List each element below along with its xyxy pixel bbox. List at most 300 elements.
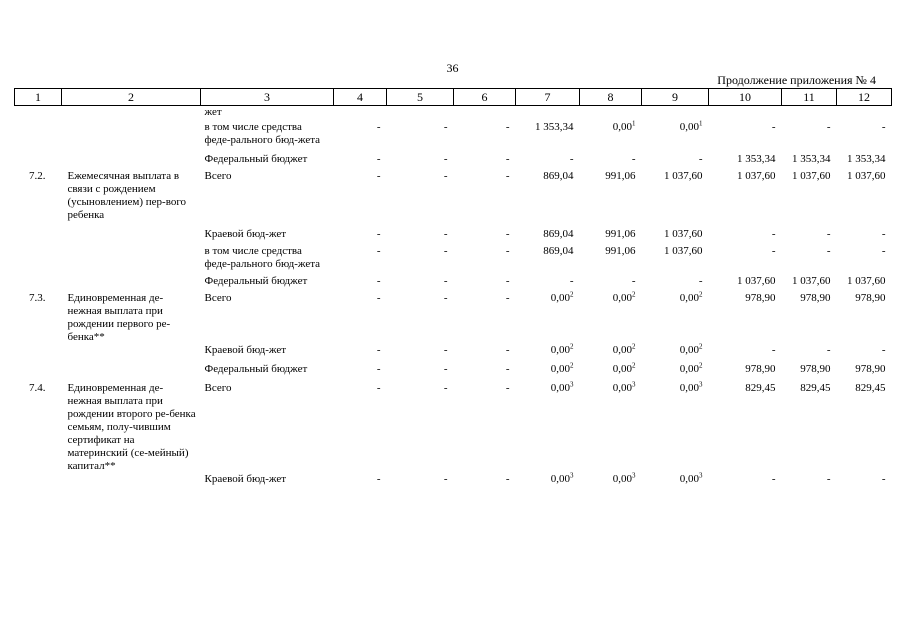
value-cell [580,382,642,473]
value-cell [334,344,387,363]
table-row [15,363,892,382]
value-cell [516,292,580,344]
value-cell-text: - [376,228,381,240]
value-cell-text: - [826,121,831,133]
item-name [62,382,201,473]
value-cell [454,473,516,490]
value-cell [837,121,892,153]
funding-source [201,121,334,153]
value-cell [454,106,516,122]
value-cell [782,245,837,275]
value-cell-text: - [826,473,831,485]
value-cell-text: - [505,473,510,485]
item-code-text: 7.2. [29,170,46,182]
value-cell [837,344,892,363]
table-row [15,344,892,363]
value-cell-text: - [698,275,703,287]
footnote-marker: 2 [570,361,574,370]
value-cell [516,245,580,275]
value-cell [387,363,454,382]
value-cell-text: 0,00 [612,382,632,394]
value-cell [516,363,580,382]
value-cell [782,275,837,292]
table-row [15,275,892,292]
item-name [62,245,201,275]
funding-source [201,170,334,228]
table-row [15,228,892,245]
item-code-text: 7.3. [29,292,46,304]
value-cell-text: - [443,153,448,165]
value-cell-text: 869,04 [543,170,574,182]
value-cell-text: 991,06 [605,170,636,182]
value-cell-text: - [569,275,574,287]
value-cell-text: 1 037,60 [664,245,703,257]
funding-source-text: Всего [204,382,232,394]
header-cell: 8 [580,89,642,106]
value-cell [782,363,837,382]
item-name [62,106,201,122]
value-cell-text: - [443,170,448,182]
funding-source [201,292,334,344]
footnote-marker: 3 [570,380,574,389]
value-cell [387,292,454,344]
funding-source [201,153,334,170]
funding-source-text: жет [204,106,222,118]
funding-source-text: Федеральный бюджет [204,363,308,375]
value-cell [709,245,782,275]
header-cell: 6 [454,89,516,106]
value-cell-text: 829,45 [800,382,831,394]
value-cell-text: 0,00 [550,473,570,485]
value-cell-text: 829,45 [855,382,886,394]
item-code [15,153,62,170]
value-cell-text: - [376,473,381,485]
value-cell-text: - [771,344,776,356]
value-cell [709,292,782,344]
header-cell: 5 [387,89,454,106]
value-cell [454,121,516,153]
footnote-marker: 2 [570,290,574,299]
value-cell-text: 1 353,34 [847,153,886,165]
value-cell [709,121,782,153]
value-cell-text: - [443,121,448,133]
footnote-marker: 2 [699,342,703,351]
value-cell [782,106,837,122]
funding-source-text: Всего [204,292,232,304]
value-cell-text: - [443,344,448,356]
value-cell-text: 829,45 [745,382,776,394]
value-cell [782,382,837,473]
item-code [15,228,62,245]
item-name [62,228,201,245]
value-cell-text: 0,00 [612,344,632,356]
value-cell [516,344,580,363]
item-code [15,344,62,363]
header-cell: 9 [642,89,709,106]
item-name [62,275,201,292]
page-number: 36 [446,61,459,75]
value-cell [334,275,387,292]
value-cell-text: - [505,275,510,287]
value-cell-text: 1 037,60 [847,170,886,182]
value-cell [709,228,782,245]
value-cell [454,292,516,344]
funding-source-text: Краевой бюд-жет [204,344,287,356]
value-cell [334,292,387,344]
value-cell [334,170,387,228]
value-cell-text: - [376,121,381,133]
value-cell [709,344,782,363]
value-cell-text: - [881,228,886,240]
value-cell-text: 1 353,34 [792,153,831,165]
item-code [15,292,62,344]
value-cell [709,473,782,490]
footnote-marker: 2 [699,361,703,370]
header-cell: 2 [62,89,201,106]
value-cell-text: - [881,473,886,485]
value-cell [454,228,516,245]
value-cell-text: 0,00 [550,344,570,356]
value-cell [709,170,782,228]
item-name [62,153,201,170]
value-cell [837,382,892,473]
funding-source-text: в том числе средства феде-рального бюд-жета [204,245,321,270]
funding-source [201,344,334,363]
funding-source [201,382,334,473]
value-cell-text: 0,00 [679,344,699,356]
footnote-marker: 3 [699,471,703,480]
value-cell-text: - [505,228,510,240]
item-name [62,344,201,363]
value-cell-text: - [771,473,776,485]
value-cell-text: - [376,153,381,165]
value-cell [516,106,580,122]
value-cell-text: - [826,344,831,356]
funding-source-text: Всего [204,170,232,182]
value-cell [334,245,387,275]
value-cell-text: 0,00 [679,473,699,485]
value-cell-text: 978,90 [855,292,886,304]
value-cell-text: 1 353,34 [737,153,776,165]
value-cell-text: - [376,292,381,304]
funding-source [201,106,334,122]
funding-source-text: в том числе средства феде-рального бюд-жета [204,121,321,146]
value-cell [580,121,642,153]
value-cell-text: - [881,121,886,133]
value-cell [642,228,709,245]
value-cell [580,245,642,275]
item-name-text: Единовременная де-нежная выплата при рождении второго ре-бенка семьям, полу-чившим сертификат на материнский (се-мейный) капитал** [67,382,196,472]
value-cell-text: 1 037,60 [737,275,776,287]
value-cell [387,344,454,363]
value-cell [580,473,642,490]
value-cell-text: 0,00 [612,121,632,133]
value-cell-text: 978,90 [800,292,831,304]
value-cell [334,363,387,382]
value-cell-text: - [376,344,381,356]
item-code [15,106,62,122]
header-cell: 7 [516,89,580,106]
value-cell-text: - [826,228,831,240]
value-cell [387,121,454,153]
item-code [15,363,62,382]
value-cell-text: 1 037,60 [792,275,831,287]
value-cell [709,106,782,122]
value-cell [334,121,387,153]
footnote-marker: 3 [570,471,574,480]
value-cell [642,382,709,473]
value-cell [837,473,892,490]
table-row [15,245,892,275]
item-name [62,473,201,490]
value-cell-text: - [631,275,636,287]
value-cell [709,153,782,170]
value-cell [580,344,642,363]
footnote-marker: 3 [632,471,636,480]
appendix-continuation-label: Продолжение приложения № 4 [717,73,876,87]
item-code [15,121,62,153]
table-row [15,292,892,344]
footnote-marker: 2 [632,290,636,299]
value-cell [454,170,516,228]
value-cell [387,275,454,292]
value-cell [516,153,580,170]
item-name [62,170,201,228]
value-cell-text: - [443,275,448,287]
header-cell: 3 [201,89,334,106]
value-cell [709,275,782,292]
item-name [62,292,201,344]
value-cell-text: 0,00 [679,382,699,394]
value-cell [580,170,642,228]
value-cell-text: - [881,344,886,356]
table-row [15,153,892,170]
value-cell-text: 869,04 [543,245,574,257]
value-cell [782,153,837,170]
column-number-header [15,89,892,106]
value-cell [642,292,709,344]
funding-source [201,228,334,245]
value-cell [837,292,892,344]
value-cell [642,245,709,275]
value-cell [454,344,516,363]
item-code-text: 7.4. [29,382,46,394]
value-cell-text: 1 353,34 [535,121,574,133]
value-cell [837,106,892,122]
value-cell-text: - [771,228,776,240]
value-cell [642,473,709,490]
value-cell-text: - [505,245,510,257]
value-cell-text: 1 037,60 [664,228,703,240]
item-name [62,363,201,382]
value-cell [454,275,516,292]
value-cell [709,382,782,473]
value-cell-text: 0,00 [550,382,570,394]
value-cell [516,228,580,245]
footnote-marker: 2 [570,342,574,351]
footnote-marker: 2 [632,361,636,370]
value-cell-text: - [443,292,448,304]
value-cell-text: - [376,363,381,375]
value-cell-text: - [376,170,381,182]
value-cell [782,228,837,245]
value-cell-text: - [376,382,381,394]
funding-source-text: Федеральный бюджет [204,275,308,287]
item-name [62,121,201,153]
value-cell-text: 991,06 [605,228,636,240]
item-name-text: Единовременная де-нежная выплата при рождении первого ре-бенка** [67,292,171,343]
value-cell [334,382,387,473]
value-cell [782,473,837,490]
header-cell: 10 [709,89,782,106]
value-cell-text: 978,90 [745,292,776,304]
value-cell [782,344,837,363]
value-cell-text: - [376,245,381,257]
value-cell [837,228,892,245]
value-cell [516,382,580,473]
value-cell [334,106,387,122]
value-cell-text: - [443,228,448,240]
table-row [15,106,892,122]
funding-source [201,275,334,292]
funding-source [201,363,334,382]
value-cell [387,382,454,473]
value-cell [642,170,709,228]
item-code [15,170,62,228]
footnote-marker: 1 [699,119,703,128]
value-cell [454,245,516,275]
value-cell [709,363,782,382]
value-cell-text: 0,00 [679,363,699,375]
value-cell-text: 0,00 [550,292,570,304]
value-cell-text: - [443,245,448,257]
value-cell-text: - [505,382,510,394]
value-cell-text: - [443,473,448,485]
header-cell: 11 [782,89,837,106]
value-cell [782,121,837,153]
budget-table [14,88,892,490]
value-cell-text: 1 037,60 [847,275,886,287]
value-cell-text: 1 037,60 [664,170,703,182]
value-cell [516,473,580,490]
value-cell [580,363,642,382]
value-cell [334,473,387,490]
funding-source [201,473,334,490]
value-cell [516,121,580,153]
item-code [15,275,62,292]
table-row [15,170,892,228]
value-cell [454,153,516,170]
value-cell-text: 978,90 [800,363,831,375]
value-cell [387,228,454,245]
item-code [15,245,62,275]
value-cell-text: 0,00 [612,473,632,485]
value-cell-text: 0,00 [679,121,699,133]
table-row [15,121,892,153]
value-cell [387,245,454,275]
value-cell-text: 0,00 [612,363,632,375]
value-cell [387,106,454,122]
value-cell-text: 991,06 [605,245,636,257]
value-cell [837,245,892,275]
table-row [15,473,892,490]
value-cell [387,473,454,490]
value-cell-text: - [443,382,448,394]
value-cell [642,363,709,382]
header-cell: 4 [334,89,387,106]
funding-source-text: Федеральный бюджет [204,153,308,165]
footnote-marker: 3 [699,380,703,389]
value-cell [837,170,892,228]
funding-source-text: Краевой бюд-жет [204,228,287,240]
value-cell-text: 1 037,60 [737,170,776,182]
value-cell-text: - [505,153,510,165]
value-cell-text: - [569,153,574,165]
value-cell-text: - [443,363,448,375]
value-cell-text: - [698,153,703,165]
value-cell [642,344,709,363]
value-cell [580,292,642,344]
value-cell-text: - [376,275,381,287]
value-cell-text: - [505,344,510,356]
footnote-marker: 3 [632,380,636,389]
value-cell [387,153,454,170]
funding-source [201,245,334,275]
table-body [15,106,892,491]
header-cell: 12 [837,89,892,106]
value-cell [334,153,387,170]
item-code [15,473,62,490]
value-cell [782,292,837,344]
value-cell-text: 0,00 [550,363,570,375]
table-row [15,382,892,473]
value-cell-text: - [771,121,776,133]
value-cell [642,153,709,170]
value-cell-text: - [505,170,510,182]
value-cell-text: - [826,245,831,257]
footnote-marker: 2 [699,290,703,299]
value-cell [837,153,892,170]
value-cell-text: 978,90 [855,363,886,375]
item-code [15,382,62,473]
value-cell [387,170,454,228]
value-cell-text: - [771,245,776,257]
footnote-marker: 1 [632,119,636,128]
value-cell-text: - [631,153,636,165]
value-cell [580,228,642,245]
value-cell-text: - [881,245,886,257]
value-cell [837,275,892,292]
value-cell [454,382,516,473]
value-cell [580,153,642,170]
value-cell-text: 869,04 [543,228,574,240]
value-cell-text: 0,00 [612,292,632,304]
value-cell [642,121,709,153]
footnote-marker: 2 [632,342,636,351]
value-cell [837,363,892,382]
value-cell [782,170,837,228]
value-cell-text: - [505,363,510,375]
value-cell [516,170,580,228]
value-cell-text: 1 037,60 [792,170,831,182]
value-cell-text: 978,90 [745,363,776,375]
value-cell-text: 0,00 [679,292,699,304]
value-cell-text: - [505,121,510,133]
value-cell-text: - [505,292,510,304]
value-cell [454,363,516,382]
value-cell [334,228,387,245]
header-cell: 1 [15,89,62,106]
